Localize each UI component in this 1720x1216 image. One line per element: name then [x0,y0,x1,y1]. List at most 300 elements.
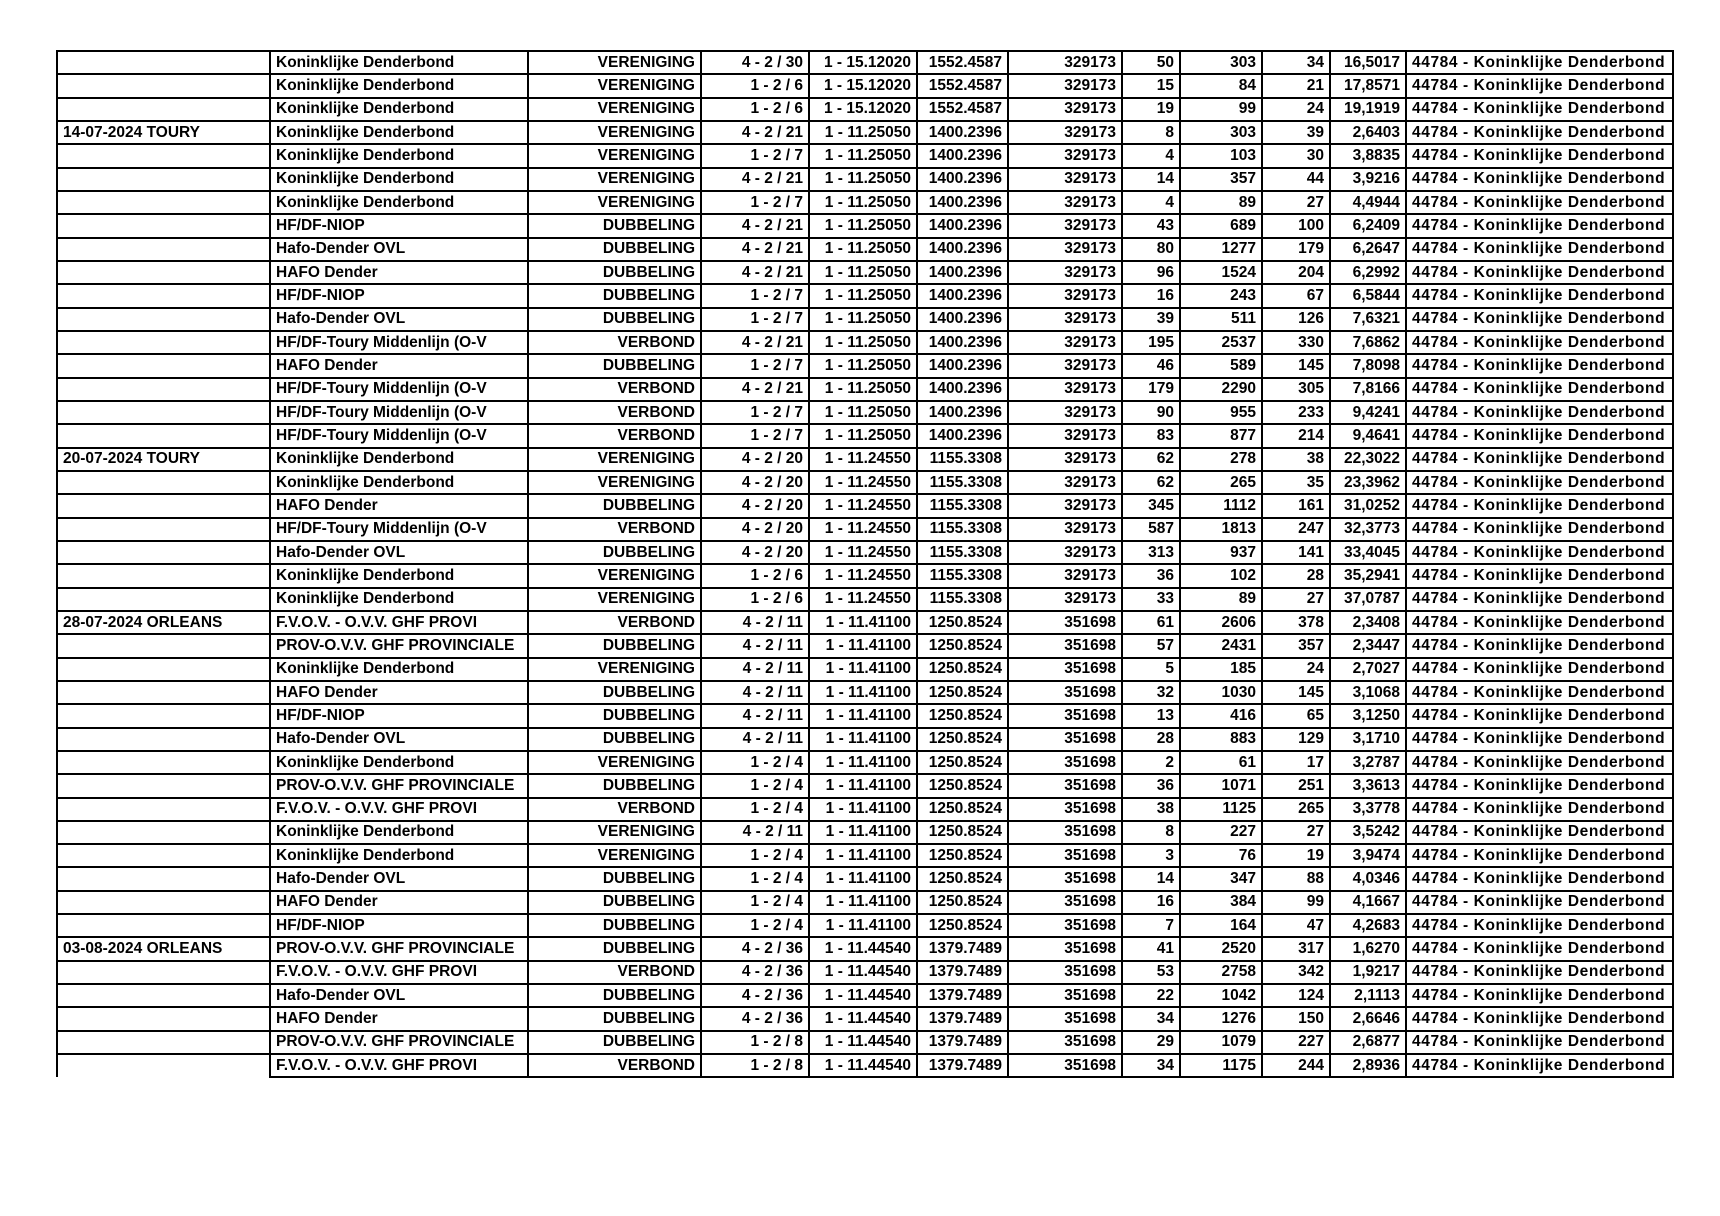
count-3-cell: 28 [1262,564,1330,587]
count-3-cell: 378 [1262,611,1330,634]
count-1-cell: 19 [1122,98,1180,121]
distance-cell: 1250.8524 [917,728,1008,751]
code-cell: 1 - 11.25050 [809,261,917,284]
race-date-cell [57,914,270,937]
organisation-cell: PROV-O.V.V. GHF PROVINCIALE [270,937,528,960]
table-row [57,658,1673,681]
count-1-cell: 36 [1122,774,1180,797]
percentage-cell: 2,7027 [1330,658,1406,681]
race-id-cell: 329173 [1008,564,1122,587]
code-cell: 1 - 11.25050 [809,401,917,424]
race-id-cell: 329173 [1008,238,1122,261]
count-2-cell: 1071 [1180,774,1262,797]
organisation-cell: HF/DF-NIOP [270,214,528,237]
percentage-cell: 4,2683 [1330,914,1406,937]
club-cell: 44784 - Koninklijke Denderbond [1406,867,1673,890]
series-cell: 4 - 2 / 36 [701,961,809,984]
count-2-cell: 227 [1180,821,1262,844]
distance-cell: 1250.8524 [917,658,1008,681]
count-1-cell: 80 [1122,238,1180,261]
level-cell: VERBOND [528,378,701,401]
table-row [57,634,1673,657]
level-cell: DUBBELING [528,308,701,331]
count-1-cell: 8 [1122,821,1180,844]
table-row [57,494,1673,517]
code-cell: 1 - 11.25050 [809,121,917,144]
count-3-cell: 233 [1262,401,1330,424]
count-1-cell: 28 [1122,728,1180,751]
percentage-cell: 7,8166 [1330,378,1406,401]
percentage-cell: 6,2647 [1330,238,1406,261]
organisation-cell: Koninklijke Denderbond [270,168,528,191]
race-id-cell: 351698 [1008,891,1122,914]
count-3-cell: 357 [1262,634,1330,657]
distance-cell: 1379.7489 [917,984,1008,1007]
percentage-cell: 23,3962 [1330,471,1406,494]
organisation-cell: HF/DF-NIOP [270,914,528,937]
percentage-cell: 4,4944 [1330,191,1406,214]
count-2-cell: 1042 [1180,984,1262,1007]
series-cell: 1 - 2 / 8 [701,1031,809,1054]
organisation-cell: PROV-O.V.V. GHF PROVINCIALE [270,634,528,657]
count-1-cell: 4 [1122,144,1180,167]
code-cell: 1 - 11.25050 [809,284,917,307]
organisation-cell: Koninklijke Denderbond [270,588,528,611]
distance-cell: 1250.8524 [917,611,1008,634]
level-cell: VERBOND [528,518,701,541]
distance-cell: 1379.7489 [917,1007,1008,1030]
level-cell: VERENIGING [528,191,701,214]
club-cell: 44784 - Koninklijke Denderbond [1406,937,1673,960]
level-cell: DUBBELING [528,867,701,890]
count-3-cell: 145 [1262,354,1330,377]
organisation-cell: Hafo-Dender OVL [270,541,528,564]
level-cell: VERENIGING [528,471,701,494]
count-2-cell: 243 [1180,284,1262,307]
race-date-cell [57,74,270,97]
level-cell: VERENIGING [528,168,701,191]
level-cell: DUBBELING [528,891,701,914]
organisation-cell: PROV-O.V.V. GHF PROVINCIALE [270,1031,528,1054]
race-id-cell: 329173 [1008,448,1122,471]
code-cell: 1 - 11.41100 [809,681,917,704]
count-3-cell: 44 [1262,168,1330,191]
distance-cell: 1250.8524 [917,844,1008,867]
race-id-cell: 329173 [1008,588,1122,611]
table-row [57,354,1673,377]
count-2-cell: 384 [1180,891,1262,914]
organisation-cell: Koninklijke Denderbond [270,751,528,774]
count-1-cell: 8 [1122,121,1180,144]
table-row [57,144,1673,167]
count-2-cell: 303 [1180,121,1262,144]
series-cell: 1 - 2 / 6 [701,98,809,121]
race-id-cell: 329173 [1008,401,1122,424]
code-cell: 1 - 11.44540 [809,1054,917,1077]
percentage-cell: 22,3022 [1330,448,1406,471]
level-cell: VERENIGING [528,144,701,167]
count-1-cell: 46 [1122,354,1180,377]
table-row [57,1007,1673,1030]
count-1-cell: 34 [1122,1054,1180,1077]
organisation-cell: Koninklijke Denderbond [270,144,528,167]
count-2-cell: 1813 [1180,518,1262,541]
code-cell: 1 - 11.41100 [809,774,917,797]
count-3-cell: 265 [1262,798,1330,821]
percentage-cell: 2,6403 [1330,121,1406,144]
organisation-cell: HAFO Dender [270,261,528,284]
club-cell: 44784 - Koninklijke Denderbond [1406,378,1673,401]
level-cell: DUBBELING [528,984,701,1007]
spreadsheet-print-area [56,50,1674,1078]
race-id-cell: 351698 [1008,658,1122,681]
percentage-cell: 3,1710 [1330,728,1406,751]
series-cell: 1 - 2 / 4 [701,914,809,937]
distance-cell: 1250.8524 [917,681,1008,704]
distance-cell: 1250.8524 [917,774,1008,797]
code-cell: 1 - 15.12020 [809,74,917,97]
organisation-cell: Koninklijke Denderbond [270,471,528,494]
series-cell: 4 - 2 / 21 [701,168,809,191]
race-date-cell [57,891,270,914]
code-cell: 1 - 11.24550 [809,518,917,541]
percentage-cell: 3,2787 [1330,751,1406,774]
level-cell: VERENIGING [528,658,701,681]
club-cell: 44784 - Koninklijke Denderbond [1406,844,1673,867]
race-date-cell [57,728,270,751]
race-id-cell: 329173 [1008,98,1122,121]
race-date-cell [57,471,270,494]
organisation-cell: HAFO Dender [270,354,528,377]
percentage-cell: 2,6877 [1330,1031,1406,1054]
level-cell: DUBBELING [528,704,701,727]
club-cell: 44784 - Koninklijke Denderbond [1406,308,1673,331]
count-1-cell: 38 [1122,798,1180,821]
table-row [57,984,1673,1007]
race-id-cell: 329173 [1008,424,1122,447]
percentage-cell: 32,3773 [1330,518,1406,541]
count-2-cell: 61 [1180,751,1262,774]
series-cell: 4 - 2 / 20 [701,494,809,517]
distance-cell: 1400.2396 [917,261,1008,284]
count-3-cell: 21 [1262,74,1330,97]
code-cell: 1 - 11.41100 [809,634,917,657]
distance-cell: 1552.4587 [917,74,1008,97]
code-cell: 1 - 11.24550 [809,564,917,587]
race-id-cell: 329173 [1008,541,1122,564]
distance-cell: 1552.4587 [917,98,1008,121]
table-row [57,331,1673,354]
count-2-cell: 416 [1180,704,1262,727]
count-1-cell: 50 [1122,51,1180,74]
organisation-cell: PROV-O.V.V. GHF PROVINCIALE [270,774,528,797]
count-1-cell: 53 [1122,961,1180,984]
percentage-cell: 2,6646 [1330,1007,1406,1030]
club-cell: 44784 - Koninklijke Denderbond [1406,331,1673,354]
organisation-cell: Koninklijke Denderbond [270,51,528,74]
race-id-cell: 351698 [1008,821,1122,844]
count-3-cell: 30 [1262,144,1330,167]
level-cell: VERBOND [528,611,701,634]
percentage-cell: 3,9474 [1330,844,1406,867]
percentage-cell: 1,9217 [1330,961,1406,984]
distance-cell: 1379.7489 [917,937,1008,960]
race-date-cell [57,798,270,821]
count-3-cell: 35 [1262,471,1330,494]
table-row [57,378,1673,401]
count-1-cell: 29 [1122,1031,1180,1054]
percentage-cell: 9,4241 [1330,401,1406,424]
distance-cell: 1250.8524 [917,891,1008,914]
race-id-cell: 351698 [1008,681,1122,704]
club-cell: 44784 - Koninklijke Denderbond [1406,471,1673,494]
level-cell: VERENIGING [528,98,701,121]
count-1-cell: 587 [1122,518,1180,541]
count-3-cell: 126 [1262,308,1330,331]
series-cell: 1 - 2 / 4 [701,798,809,821]
count-1-cell: 345 [1122,494,1180,517]
level-cell: VERENIGING [528,121,701,144]
race-date-cell [57,588,270,611]
distance-cell: 1155.3308 [917,518,1008,541]
series-cell: 4 - 2 / 21 [701,238,809,261]
count-1-cell: 16 [1122,891,1180,914]
level-cell: DUBBELING [528,238,701,261]
organisation-cell: Hafo-Dender OVL [270,984,528,1007]
club-cell: 44784 - Koninklijke Denderbond [1406,914,1673,937]
percentage-cell: 3,1250 [1330,704,1406,727]
race-date-cell [57,331,270,354]
series-cell: 1 - 2 / 7 [701,144,809,167]
table-row [57,541,1673,564]
series-cell: 1 - 2 / 7 [701,308,809,331]
code-cell: 1 - 11.44540 [809,961,917,984]
distance-cell: 1400.2396 [917,284,1008,307]
race-id-cell: 329173 [1008,378,1122,401]
code-cell: 1 - 11.25050 [809,238,917,261]
count-3-cell: 124 [1262,984,1330,1007]
race-date-cell [57,191,270,214]
race-id-cell: 329173 [1008,518,1122,541]
race-date-cell [57,704,270,727]
percentage-cell: 3,5242 [1330,821,1406,844]
race-date-cell [57,354,270,377]
count-1-cell: 14 [1122,168,1180,191]
count-3-cell: 251 [1262,774,1330,797]
table-row [57,238,1673,261]
race-date-cell [57,518,270,541]
level-cell: VERENIGING [528,564,701,587]
distance-cell: 1250.8524 [917,704,1008,727]
table-row [57,914,1673,937]
count-2-cell: 1125 [1180,798,1262,821]
count-2-cell: 99 [1180,98,1262,121]
organisation-cell: Koninklijke Denderbond [270,448,528,471]
organisation-cell: HF/DF-NIOP [270,284,528,307]
distance-cell: 1400.2396 [917,144,1008,167]
table-row [57,424,1673,447]
code-cell: 1 - 11.24550 [809,494,917,517]
series-cell: 1 - 2 / 7 [701,284,809,307]
series-cell: 4 - 2 / 36 [701,1007,809,1030]
distance-cell: 1250.8524 [917,634,1008,657]
series-cell: 4 - 2 / 11 [701,728,809,751]
race-id-cell: 351698 [1008,914,1122,937]
level-cell: VERENIGING [528,844,701,867]
distance-cell: 1155.3308 [917,471,1008,494]
club-cell: 44784 - Koninklijke Denderbond [1406,51,1673,74]
table-row [57,401,1673,424]
count-2-cell: 84 [1180,74,1262,97]
organisation-cell: F.V.O.V. - O.V.V. GHF PROVI [270,611,528,634]
results-table [56,50,1674,1078]
percentage-cell: 16,5017 [1330,51,1406,74]
organisation-cell: HAFO Dender [270,494,528,517]
race-id-cell: 329173 [1008,51,1122,74]
distance-cell: 1250.8524 [917,914,1008,937]
club-cell: 44784 - Koninklijke Denderbond [1406,798,1673,821]
table-row [57,961,1673,984]
organisation-cell: HF/DF-Toury Middenlijn (O-V [270,378,528,401]
race-date-cell [57,144,270,167]
table-row [57,564,1673,587]
count-1-cell: 61 [1122,611,1180,634]
percentage-cell: 1,6270 [1330,937,1406,960]
organisation-cell: HF/DF-NIOP [270,704,528,727]
level-cell: VERBOND [528,424,701,447]
race-date-cell [57,751,270,774]
count-1-cell: 3 [1122,844,1180,867]
count-2-cell: 883 [1180,728,1262,751]
count-3-cell: 38 [1262,448,1330,471]
level-cell: DUBBELING [528,541,701,564]
count-3-cell: 214 [1262,424,1330,447]
level-cell: DUBBELING [528,354,701,377]
distance-cell: 1400.2396 [917,331,1008,354]
table-row [57,448,1673,471]
percentage-cell: 7,6862 [1330,331,1406,354]
count-3-cell: 161 [1262,494,1330,517]
race-date-cell [57,984,270,1007]
organisation-cell: Koninklijke Denderbond [270,844,528,867]
race-id-cell: 329173 [1008,121,1122,144]
count-3-cell: 24 [1262,658,1330,681]
count-1-cell: 41 [1122,937,1180,960]
distance-cell: 1155.3308 [917,494,1008,517]
count-1-cell: 16 [1122,284,1180,307]
race-date-cell [57,867,270,890]
code-cell: 1 - 11.41100 [809,611,917,634]
race-date-cell [57,424,270,447]
race-id-cell: 329173 [1008,214,1122,237]
count-3-cell: 150 [1262,1007,1330,1030]
percentage-cell: 7,8098 [1330,354,1406,377]
club-cell: 44784 - Koninklijke Denderbond [1406,238,1673,261]
series-cell: 1 - 2 / 8 [701,1054,809,1077]
series-cell: 4 - 2 / 11 [701,704,809,727]
race-id-cell: 351698 [1008,844,1122,867]
distance-cell: 1250.8524 [917,821,1008,844]
table-row [57,798,1673,821]
club-cell: 44784 - Koninklijke Denderbond [1406,1031,1673,1054]
series-cell: 1 - 2 / 7 [701,354,809,377]
count-2-cell: 185 [1180,658,1262,681]
race-id-cell: 351698 [1008,961,1122,984]
level-cell: DUBBELING [528,728,701,751]
race-id-cell: 329173 [1008,354,1122,377]
percentage-cell: 7,6321 [1330,308,1406,331]
code-cell: 1 - 11.41100 [809,867,917,890]
table-row [57,51,1673,74]
count-1-cell: 36 [1122,564,1180,587]
race-date-cell [57,51,270,74]
organisation-cell: Koninklijke Denderbond [270,658,528,681]
race-id-cell: 329173 [1008,284,1122,307]
code-cell: 1 - 11.41100 [809,704,917,727]
race-id-cell: 351698 [1008,634,1122,657]
count-2-cell: 1112 [1180,494,1262,517]
club-cell: 44784 - Koninklijke Denderbond [1406,401,1673,424]
count-1-cell: 34 [1122,1007,1180,1030]
organisation-cell: Hafo-Dender OVL [270,238,528,261]
race-id-cell: 329173 [1008,144,1122,167]
distance-cell: 1379.7489 [917,961,1008,984]
organisation-cell: Koninklijke Denderbond [270,121,528,144]
count-3-cell: 39 [1262,121,1330,144]
race-date-cell [57,681,270,704]
race-id-cell: 351698 [1008,798,1122,821]
series-cell: 1 - 2 / 4 [701,844,809,867]
count-2-cell: 89 [1180,191,1262,214]
count-2-cell: 103 [1180,144,1262,167]
race-id-cell: 351698 [1008,704,1122,727]
count-1-cell: 5 [1122,658,1180,681]
level-cell: DUBBELING [528,634,701,657]
count-3-cell: 247 [1262,518,1330,541]
distance-cell: 1400.2396 [917,401,1008,424]
club-cell: 44784 - Koninklijke Denderbond [1406,961,1673,984]
distance-cell: 1400.2396 [917,121,1008,144]
code-cell: 1 - 11.44540 [809,1031,917,1054]
distance-cell: 1155.3308 [917,588,1008,611]
series-cell: 4 - 2 / 21 [701,378,809,401]
table-row [57,1054,1673,1077]
organisation-cell: HF/DF-Toury Middenlijn (O-V [270,424,528,447]
organisation-cell: Koninklijke Denderbond [270,821,528,844]
percentage-cell: 2,8936 [1330,1054,1406,1077]
count-2-cell: 689 [1180,214,1262,237]
table-row [57,261,1673,284]
count-3-cell: 342 [1262,961,1330,984]
percentage-cell: 35,2941 [1330,564,1406,587]
race-date-cell: 20-07-2024 TOURY [57,448,270,471]
distance-cell: 1155.3308 [917,564,1008,587]
table-row [57,844,1673,867]
count-2-cell: 164 [1180,914,1262,937]
club-cell: 44784 - Koninklijke Denderbond [1406,634,1673,657]
club-cell: 44784 - Koninklijke Denderbond [1406,144,1673,167]
count-3-cell: 227 [1262,1031,1330,1054]
percentage-cell: 37,0787 [1330,588,1406,611]
count-1-cell: 62 [1122,471,1180,494]
series-cell: 4 - 2 / 20 [701,518,809,541]
organisation-cell: Koninklijke Denderbond [270,191,528,214]
count-1-cell: 83 [1122,424,1180,447]
table-row [57,751,1673,774]
table-row [57,471,1673,494]
series-cell: 1 - 2 / 4 [701,751,809,774]
count-3-cell: 47 [1262,914,1330,937]
